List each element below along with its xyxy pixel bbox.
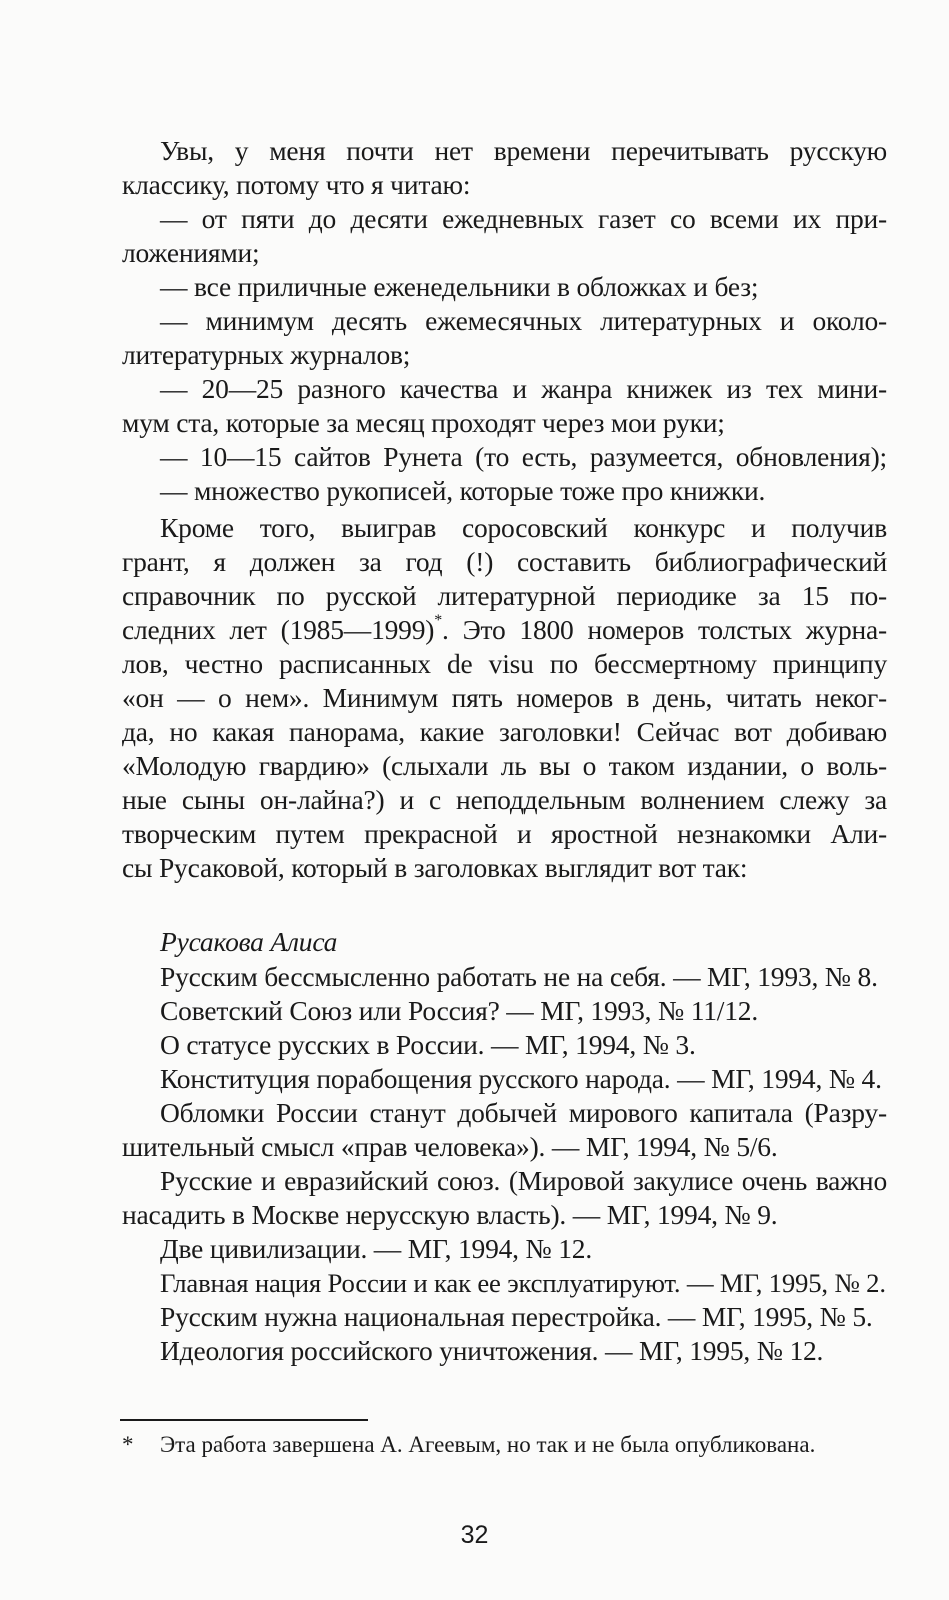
body-line: справочник по русской литературной периодике за 15 по- <box>122 580 887 611</box>
bibliography-entry: Главная нация России и как ее эксплуатируют. — МГ, 1995, № 2. <box>160 1268 886 1298</box>
list-line: мум ста, которые за месяц проходят через мои руки; <box>122 407 725 438</box>
bibliography-entry: Две цивилизации. — МГ, 1994, № 12. <box>160 1233 593 1264</box>
bibliography-entry: О статусе русских в России. — МГ, 1994, № 3. <box>160 1029 696 1060</box>
body-line: лов, честно расписанных de visu по бессмертному принципу <box>122 648 887 679</box>
list-line: — минимум десять ежемесячных литературных и около- <box>160 305 887 336</box>
page-number: 32 <box>460 1521 489 1549</box>
list-line: — все приличные еженедельники в обложках и без; <box>160 271 759 302</box>
bibliography-author: Русакова Алиса <box>160 926 338 957</box>
body-line: Увы, у меня почти нет времени перечитывать русскую <box>160 135 887 166</box>
bibliography-entry: Русским нужна национальная перестройка. — МГ, 1995, № 5. <box>160 1301 873 1332</box>
body-line: да, но какая панорама, какие заголовки! Сейчас вот добиваю <box>122 716 887 747</box>
list-line: ложениями; <box>122 237 260 268</box>
footnote-marker: * <box>434 612 443 629</box>
footnote-marker: * <box>122 1432 134 1457</box>
footnote-text: Эта работа завершена А. Агеевым, но так и не была опубликована. <box>160 1432 816 1457</box>
list-line: — 10—15 сайтов Рунета (то есть, разумеется, обновления); <box>160 441 887 472</box>
body-line: классику, потому что я читаю: <box>122 169 471 200</box>
list-line: — 20—25 разного качества и жанра книжек из тех мини- <box>160 373 887 404</box>
body-line: ные сыны он-лайна?) и с неподдельным волнением слежу за <box>122 784 887 815</box>
list-line: — множество рукописей, которые тоже про книжки. <box>160 475 766 506</box>
bibliography-entry: Советский Союз или Россия? — МГ, 1993, № 11/12. <box>160 995 758 1026</box>
bibliography-entry: Обломки России станут добычей мирового капитала (Разру- <box>160 1097 887 1128</box>
footnote-divider <box>120 1419 368 1421</box>
bibliography-entry: насадить в Москве нерусскую власть). — МГ, 1994, № 9. <box>122 1199 778 1230</box>
body-line: сы Русаковой, который в заголовках выглядит вот так: <box>122 852 748 883</box>
bibliography-entry: Конституция порабощения русского народа. — МГ, 1994, № 4. <box>160 1063 882 1094</box>
body-text: . Это 1800 номеров толстых журна- <box>442 614 887 645</box>
list-line: — от пяти до десяти ежедневных газет со всеми их при- <box>160 203 887 234</box>
body-line: «он — о нем». Минимум пять номеров в день, читать неког- <box>122 682 887 713</box>
body-line: творческим путем прекрасной и яростной незнакомки Али- <box>122 818 887 849</box>
body-line: Кроме того, выиграв соросовский конкурс и получив <box>160 512 887 543</box>
body-line: грант, я должен за год (!) составить библиографический <box>122 546 887 577</box>
bibliography-entry: Русским бессмысленно работать не на себя. — МГ, 1993, № 8. <box>160 961 878 992</box>
body-line: «Молодую гвардию» (слыхали ль вы о таком издании, о воль- <box>122 750 887 781</box>
body-text: следних лет (1985—1999) <box>122 614 435 645</box>
list-line: литературных журналов; <box>122 339 411 370</box>
bibliography-entry: шительный смысл «прав человека»). — МГ, 1994, № 5/6. <box>122 1131 778 1162</box>
body-line-with-footnote <box>122 613 887 647</box>
bibliography-entry: Идеология российского уничтожения. — МГ, 1995, № 12. <box>160 1335 824 1366</box>
bibliography-entry: Русские и евразийский союз. (Мировой закулисе очень важно <box>160 1165 887 1196</box>
